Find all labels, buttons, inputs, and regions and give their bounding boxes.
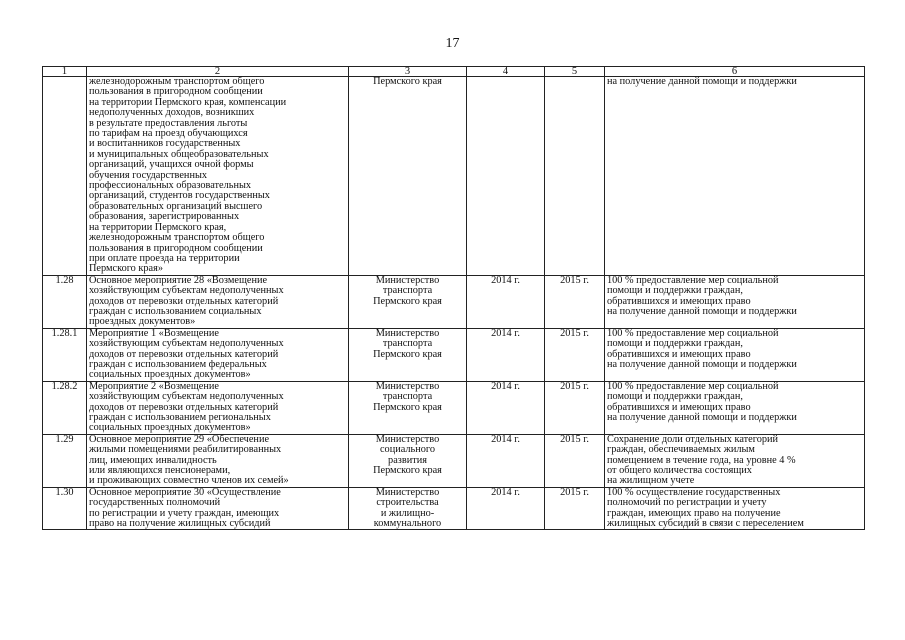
start-year: [467, 77, 545, 276]
start-year: 2014 г.: [467, 328, 545, 381]
expected-result: Сохранение доли отдельных категорий граждан, обеспечиваемых жилым помещением в течение года, на уровне 4 % от общего количества состоящих на жилищном учете: [605, 434, 865, 487]
table-row: [43, 381, 865, 434]
column-header: 6: [605, 67, 865, 77]
activity-title: Мероприятие 2 «Возмещение хозяйствующим субъектам недополученных доходов от перевозки отдельных категорий граждан с использованием региональных социальных проездных документов»: [87, 381, 349, 434]
table-row: [43, 275, 865, 328]
header-row: [43, 67, 865, 77]
activity-title: Основное мероприятие 30 «Осуществление государственных полномочий по регистрации и учету граждан, имеющих право на получение жилищных субсидий: [87, 487, 349, 530]
column-header: 2: [87, 67, 349, 77]
row-number: 1.28.1: [43, 328, 87, 381]
end-year: 2015 г.: [545, 487, 605, 530]
table-row: [43, 77, 865, 276]
table-row: [43, 434, 865, 487]
executor: Министерство строительства и жилищно- коммунального: [349, 487, 467, 530]
end-year: 2015 г.: [545, 381, 605, 434]
expected-result: 100 % предоставление мер социальной помощи и поддержки граждан, обратившихся и имеющих право на получение данной помощи и поддержки: [605, 328, 865, 381]
page-number: 17: [445, 36, 460, 51]
column-header: 4: [467, 67, 545, 77]
table-row: [43, 487, 865, 530]
executor: Министерство социального развития Пермского края: [349, 434, 467, 487]
row-number: 1.29: [43, 434, 87, 487]
table-row: [43, 328, 865, 381]
expected-result: 100 % осуществление государственных полномочий по регистрации и учету граждан, имеющих право на получение жилищных субсидий в связи с переселением: [605, 487, 865, 530]
row-number: 1.30: [43, 487, 87, 530]
activity-title: Мероприятие 1 «Возмещение хозяйствующим субъектам недополученных доходов от перевозки отдельных категорий граждан с использованием федеральных социальных проездных документов»: [87, 328, 349, 381]
program-table: [42, 66, 865, 530]
start-year: 2014 г.: [467, 275, 545, 328]
row-number: 1.28: [43, 275, 87, 328]
start-year: 2014 г.: [467, 434, 545, 487]
row-number: [43, 77, 87, 276]
column-header: 5: [545, 67, 605, 77]
end-year: 2015 г.: [545, 434, 605, 487]
start-year: 2014 г.: [467, 487, 545, 530]
executor: Министерство транспорта Пермского края: [349, 328, 467, 381]
executor: Министерство транспорта Пермского края: [349, 275, 467, 328]
start-year: 2014 г.: [467, 381, 545, 434]
column-header: 3: [349, 67, 467, 77]
executor: Пермского края: [349, 77, 467, 276]
activity-title: Основное мероприятие 28 «Возмещение хозяйствующим субъектам недополученных доходов от перевозки отдельных категорий граждан с использованием социальных проездных документов»: [87, 275, 349, 328]
expected-result: 100 % предоставление мер социальной помощи и поддержки граждан, обратившихся и имеющих право на получение данной помощи и поддержки: [605, 275, 865, 328]
activity-title: железнодорожным транспортом общего пользования в пригородном сообщении на территории Пермского края, компенсации недополученных доходов, возникших в результате предоставления льготы по тарифам на проезд обучающихся и воспитанников государственных и муниципальных общеобразовательных организаций, учащихся очной формы обучения государственных профессиональных образовательных организаций, студентов государственных образовательных организаций высшего образования, зарегистрированных на территории Пермского края, железнодорожным транспортом общего пользования в пригородном сообщении при оплате проезда на территории Пермского края»: [87, 77, 349, 276]
end-year: 2015 г.: [545, 275, 605, 328]
activity-title: Основное мероприятие 29 «Обеспечение жилыми помещениями реабилитированных лиц, имеющих инвалидность или являющихся пенсионерами, и проживающих совместно членов их семей»: [87, 434, 349, 487]
end-year: 2015 г.: [545, 328, 605, 381]
row-number: 1.28.2: [43, 381, 87, 434]
column-header: 1: [43, 67, 87, 77]
executor: Министерство транспорта Пермского края: [349, 381, 467, 434]
expected-result: 100 % предоставление мер социальной помощи и поддержки граждан, обратившихся и имеющих право на получение данной помощи и поддержки: [605, 381, 865, 434]
expected-result: на получение данной помощи и поддержки: [605, 77, 865, 276]
end-year: [545, 77, 605, 276]
